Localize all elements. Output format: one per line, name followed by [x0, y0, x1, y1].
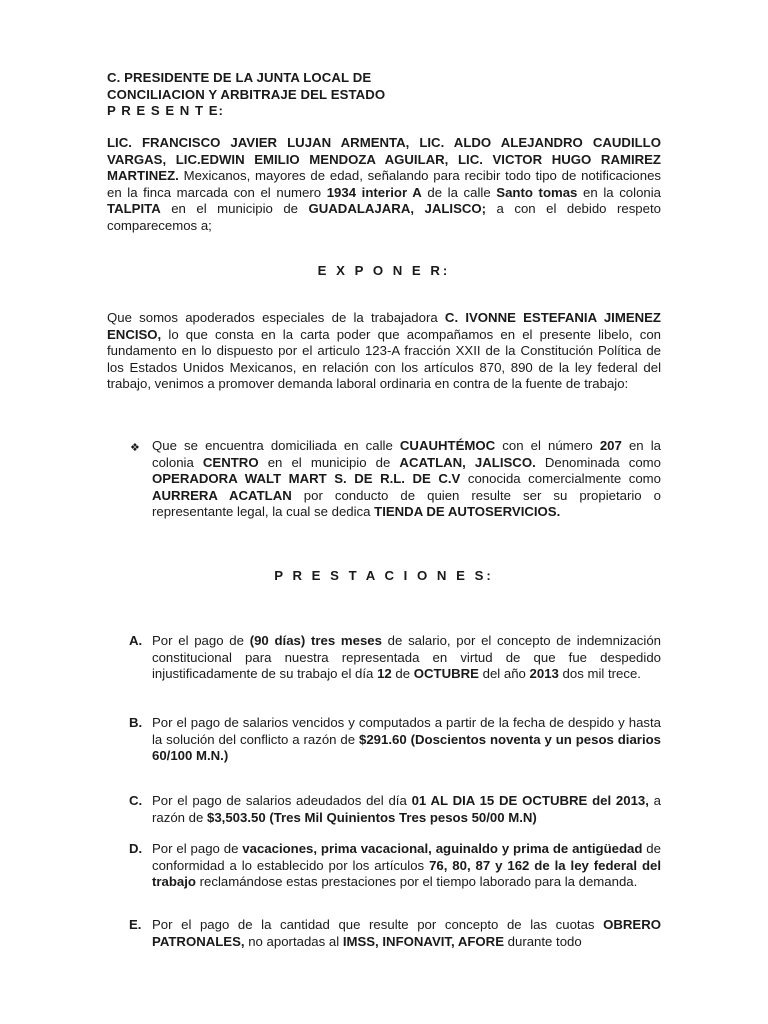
item-d-text: Por el pago de vacaciones, prima vacacional, aguinaldo y prima de antigüedad de conformidad a lo establecido por los artículos 76, 80, 87 y 162 de la ley federal del trabajo reclamándose estas prestaciones por el tiempo laborado para la demanda.	[152, 841, 661, 890]
addressee-heading	[107, 70, 661, 120]
heading-line-3: P R E S E N T E:	[107, 103, 224, 119]
item-e-letter: E.	[129, 917, 142, 932]
worker-name: C. IVONNE ESTEFANIA JIMENEZ ENCISO,	[107, 310, 661, 342]
heading-line-2: CONCILIACION Y ARBITRAJE DEL ESTADO	[107, 86, 386, 102]
item-a-text: Por el pago de (90 días) tres meses de salario, por el concepto de indemnización constitucional para nuestra representada en virtud de que fue despedido injustificadamente de su trabajo el día 12 de OCTUBRE del año 2013 dos mil trece.	[152, 633, 661, 682]
item-b-text: Por el pago de salarios vencidos y computados a partir de la fecha de despido y hasta la solución del conflicto a razón de $291.60 (Doscientos noventa y un pesos diarios 60/100 M.N.)	[152, 715, 661, 764]
item-c-letter: C.	[129, 793, 143, 808]
item-b-letter: B.	[129, 715, 143, 730]
item-e-text: Por el pago de la cantidad que resulte por concepto de las cuotas OBRERO PATRONALES, no aportadas al IMSS, INFONAVIT, AFORE durante todo	[152, 917, 661, 949]
prestaciones-heading: P R E S T A C I O N E S:	[274, 568, 494, 583]
item-a-letter: A.	[129, 633, 143, 648]
item-d-letter: D.	[129, 841, 143, 856]
heading-line-1: C. PRESIDENTE DE LA JUNTA LOCAL DE	[107, 70, 372, 85]
attorney-names: LIC. FRANCISCO JAVIER LUJAN ARMENTA, LIC. ALDO ALEJANDRO CAUDILLO VARGAS, LIC.EDWIN EMILIO MENDOZA AGUILAR, LIC. VICTOR HUGO RAMIREZ MARTINEZ.	[107, 135, 661, 184]
employer-address-paragraph: Que se encuentra domiciliada en calle CUAUHTÉMOC con el número 207 en la colonia CENTRO en el municipio de ACATLAN, JALISCO. Denominada como OPERADORA WALT MART S. DE R.L. DE C.V conocida comercialmente como AURRERA ACATLAN por conducto de quien resulte ser su propietario o representante legal, la cual se dedica TIENDA DE AUTOSERVICIOS.	[152, 438, 661, 520]
intro-paragraph: LIC. FRANCISCO JAVIER LUJAN ARMENTA, LIC. ALDO ALEJANDRO CAUDILLO VARGAS, LIC.EDWIN EMILIO MENDOZA AGUILAR, LIC. VICTOR HUGO RAMIREZ MARTINEZ. Mexicanos, mayores de edad, señalando para recibir todo tipo de notificaciones en la finca marcada con el numero 1934 interior A de la calle Santo tomas en la colonia TALPITA en el municipio de GUADALAJARA, JALISCO; a con el debido respeto comparecemos a;	[107, 135, 661, 233]
item-c-text: Por el pago de salarios adeudados del día 01 AL DIA 15 DE OCTUBRE del 2013, a razón de $3,503.50 (Tres Mil Quinientos Tres pesos 50/00 M.N)	[152, 793, 662, 825]
company-name: OPERADORA WALT MART S. DE R.L. DE C.V	[152, 471, 461, 487]
exponer-paragraph: Que somos apoderados especiales de la trabajadora C. IVONNE ESTEFANIA JIMENEZ ENCISO, lo que consta en la carta poder que acompañamos en el presente libelo, con fundamento en lo dispuesto por el articulo 123-A fracción XXII de la Constitución Política de los Estados Unidos Mexicanos, en relación con los artículos 870, 890 de la ley federal del trabajo, venimos a promover demanda laboral ordinaria en contra de la fuente de trabajo:	[107, 310, 661, 392]
exponer-heading: E X P O N E R:	[317, 263, 451, 278]
diamond-bullet-icon: ❖	[130, 442, 140, 454]
